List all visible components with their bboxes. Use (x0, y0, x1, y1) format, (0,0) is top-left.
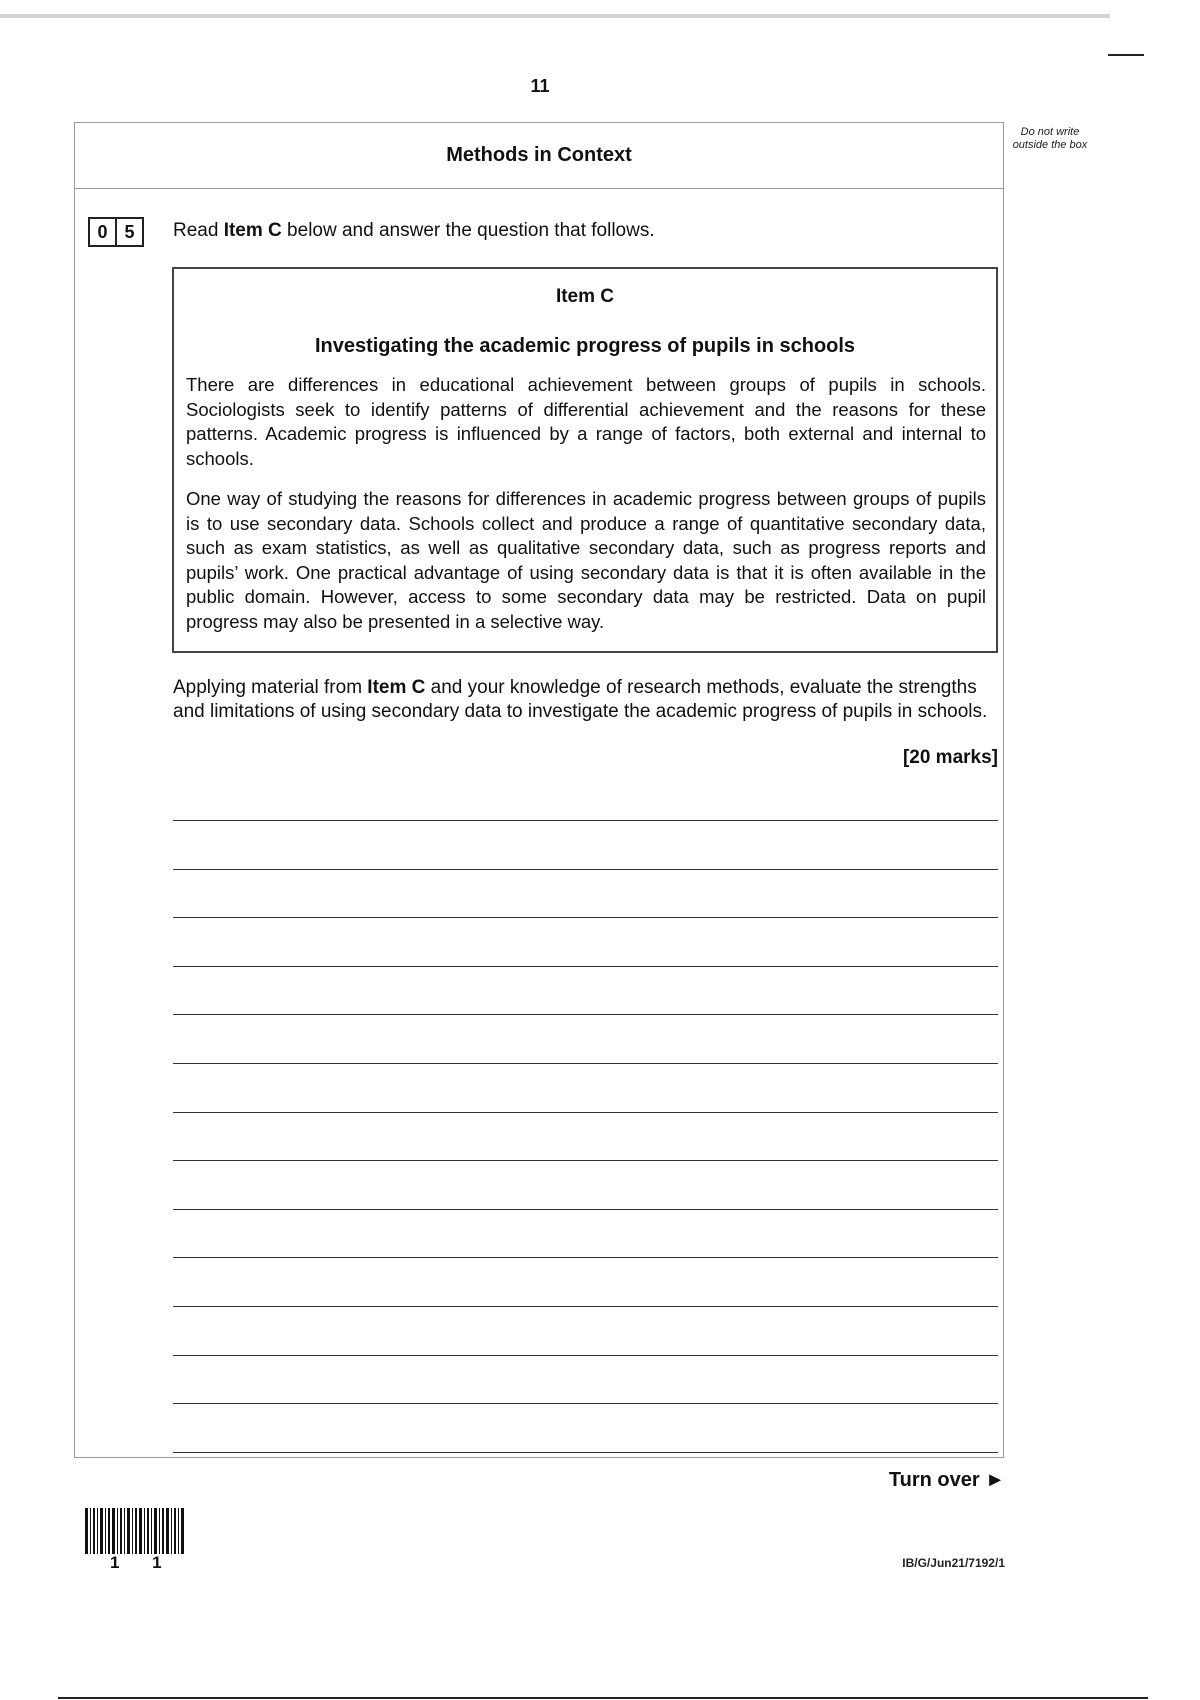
prompt-item-ref: Item C (367, 677, 426, 698)
item-paragraph-1: There are differences in educational achievement between groups of pupils in schools. Sociologists seek to identify patterns of differential achievement and the reasons for these patterns. Academic progress is influenced by a range of factors, both external and internal to schools. (186, 374, 986, 469)
answer-line[interactable] (173, 1209, 998, 1210)
instruction-suffix: below and answer the question that follows. (281, 220, 655, 241)
answer-line[interactable] (173, 1160, 998, 1161)
answer-line[interactable] (173, 1403, 998, 1404)
bottom-rule (58, 1697, 1148, 1699)
instruction-prefix: Read (173, 220, 224, 241)
answer-line[interactable] (173, 1306, 998, 1307)
section-title: Methods in Context (446, 143, 632, 166)
question-prompt (173, 676, 999, 724)
margin-note: Do not write outside the box (1012, 126, 1088, 151)
margin-dash (1108, 54, 1144, 56)
answer-line[interactable] (173, 1112, 998, 1113)
answer-line[interactable] (173, 966, 998, 967)
answer-line[interactable] (173, 820, 998, 821)
item-label: Item C (555, 286, 615, 307)
item-paragraph-2: One way of studying the reasons for differences in academic progress between groups of pupils is to use secondary data. Schools collect and produce a range of quantitative secondary data, such as exam statistics, as well as qualitative secondary data, such as progress reports and pupils’ work. One practical advantage of using secondary data is that it is often available in the public domain. However, access to some secondary data may be restricted. Data on pupil progress may also be presented in a selective way. (186, 488, 986, 632)
page-number: 11 (530, 76, 550, 96)
turn-over-label: Turn over ► (888, 1469, 1005, 1491)
item-c-box (172, 267, 998, 653)
barcode-digits: 1 1 (110, 1553, 176, 1572)
answer-line[interactable] (173, 1063, 998, 1064)
prompt-suffix: and your knowledge of research methods, evaluate the strengths and limitations of using secondary data to investigate the academic progress of pupils in schools. (173, 677, 988, 722)
question-number (88, 217, 144, 247)
marks-label: [20 marks] (902, 747, 998, 768)
reference-code: IB/G/Jun21/7192/1 (902, 1556, 1005, 1570)
top-rule (0, 14, 1110, 18)
question-instruction (173, 220, 655, 242)
answer-line[interactable] (173, 917, 998, 918)
answer-line[interactable] (173, 1257, 998, 1258)
question-number-digit-2: 5 (115, 219, 142, 245)
section-header (74, 122, 1004, 189)
answer-line[interactable] (173, 1014, 998, 1015)
instruction-item-ref: Item C (223, 220, 282, 241)
item-title: Investigating the academic progress of pupils in schools (314, 335, 856, 357)
answer-line[interactable] (173, 1452, 998, 1453)
prompt-prefix: Applying material from (173, 677, 368, 698)
question-number-digit-1: 0 (97, 222, 108, 242)
barcode-icon (85, 1508, 187, 1554)
answer-line[interactable] (173, 1355, 998, 1356)
answer-line[interactable] (173, 869, 998, 870)
